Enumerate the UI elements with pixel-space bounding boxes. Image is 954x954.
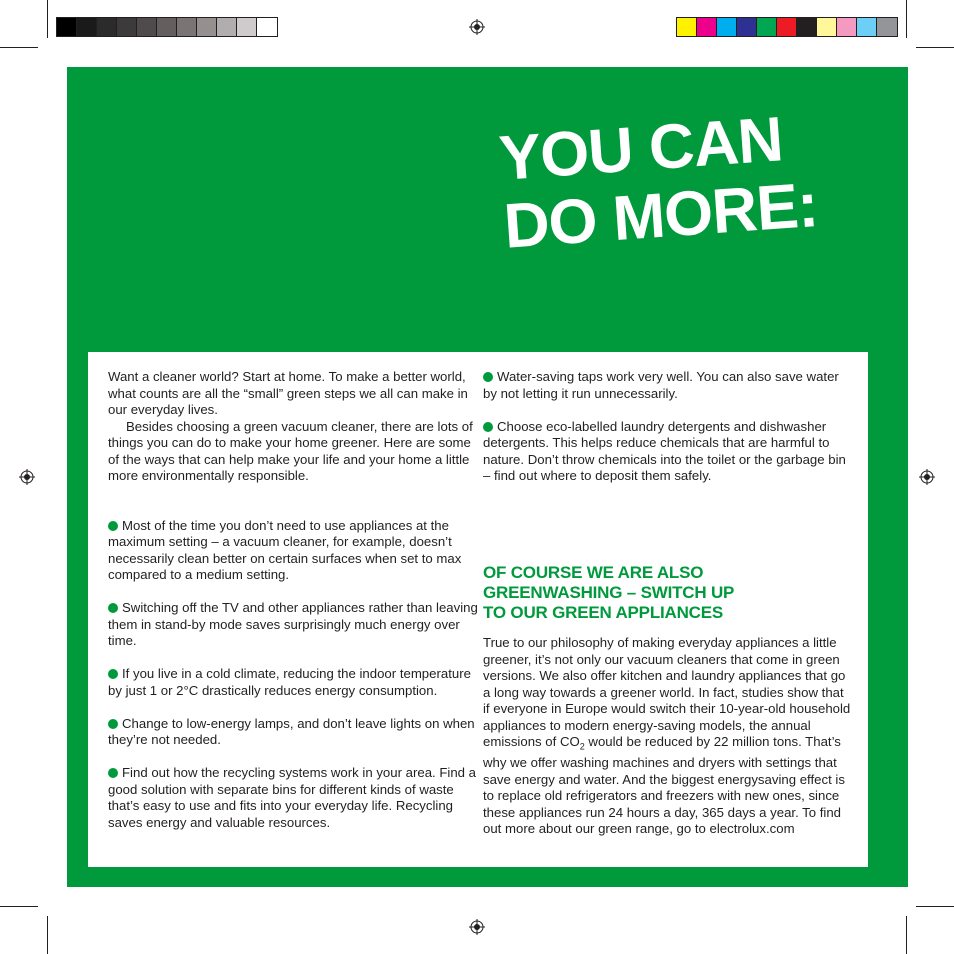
section-body bbox=[483, 635, 853, 838]
registration-mark-icon bbox=[19, 469, 35, 485]
crop-mark bbox=[47, 0, 48, 38]
color-swatch bbox=[837, 18, 857, 36]
intro-paragraph-1: Want a cleaner world? Start at home. To make a better world, what counts are all the “small” green steps we all can make in our everyday lives. bbox=[108, 369, 468, 417]
color-swatch bbox=[697, 18, 717, 36]
bullet-dot-icon bbox=[108, 719, 118, 729]
color-calibration-bar bbox=[676, 17, 898, 37]
right-column bbox=[483, 369, 853, 838]
color-swatch bbox=[737, 18, 757, 36]
gray-calibration-bar bbox=[56, 17, 278, 37]
intro-text bbox=[108, 369, 478, 485]
crop-mark bbox=[906, 916, 907, 954]
gray-swatch bbox=[97, 18, 117, 36]
gray-swatch bbox=[197, 18, 217, 36]
section-heading-line-3: TO OUR GREEN APPLIANCES bbox=[483, 603, 724, 622]
tip-text: Switching off the TV and other appliances rather than leaving them in stand-by mode saves surprisingly much energy over time. bbox=[108, 600, 478, 648]
bullet-dot-icon bbox=[108, 768, 118, 778]
tip-text: Choose eco-labelled laundry detergents and dishwasher detergents. This helps reduce chemicals that are harmful to nature. Don’t throw chemicals into the toilet or the garbage bin – find out where to deposit them safely. bbox=[483, 418, 846, 483]
page-headline bbox=[497, 97, 906, 261]
section-heading-line-2: GREENWASHING – SWITCH UP bbox=[483, 583, 735, 602]
gray-swatch bbox=[117, 18, 137, 36]
color-swatch bbox=[757, 18, 777, 36]
tip-item bbox=[108, 666, 478, 699]
gray-swatch bbox=[137, 18, 157, 36]
section-heading-line-1: OF COURSE WE ARE ALSO bbox=[483, 563, 704, 582]
bullet-dot-icon bbox=[108, 603, 118, 613]
gray-swatch bbox=[77, 18, 97, 36]
tip-text: If you live in a cold climate, reducing the indoor temperature by just 1 or 2°C drastically reduces energy consumption. bbox=[108, 666, 471, 698]
gray-swatch bbox=[237, 18, 257, 36]
tip-item bbox=[483, 369, 853, 402]
crop-mark bbox=[47, 916, 48, 954]
color-swatch bbox=[877, 18, 897, 36]
crop-mark bbox=[916, 906, 954, 907]
section-heading bbox=[483, 563, 853, 623]
bullet-dot-icon bbox=[483, 422, 493, 432]
tip-item bbox=[108, 518, 478, 584]
intro-paragraph-2: Besides choosing a green vacuum cleaner, there are lots of things you can do to make your home greener. Here are some of the ways that can help make your life and your home a little more environmentally responsible. bbox=[108, 418, 473, 483]
section-body-text-cont: would be reduced by 22 million tons. That’s why we offer washing machines and dryers with settings that save energy and water. And the biggest energysaving effect is to replace old refrigerators and freezers with new ones, since these appliances run 24 hours a day, 365 days a year. To find out more about our green range, go to electrolux.com bbox=[483, 734, 845, 837]
bullet-dot-icon bbox=[108, 669, 118, 679]
tip-text: Water-saving taps work very well. You can also save water by not letting it run unnecessarily. bbox=[483, 369, 839, 401]
color-swatch bbox=[797, 18, 817, 36]
bullet-dot-icon bbox=[483, 372, 493, 382]
headline-line-2: DO MORE: bbox=[501, 169, 820, 262]
tip-text: Change to low-energy lamps, and don’t leave lights on when they’re not needed. bbox=[108, 715, 475, 747]
left-column bbox=[108, 369, 478, 848]
tip-text: Find out how the recycling systems work in your area. Find a good solution with separate bins for different kinds of waste that’s easy to use and fits into your everyday life. Recycling saves energy and valuable resources. bbox=[108, 765, 477, 830]
registration-mark-icon bbox=[919, 469, 935, 485]
gray-swatch bbox=[177, 18, 197, 36]
color-swatch bbox=[677, 18, 697, 36]
registration-mark-icon bbox=[469, 19, 485, 35]
color-swatch bbox=[817, 18, 837, 36]
tip-text: Most of the time you don’t need to use appliances at the maximum setting – a vacuum cleaner, for example, doesn’t necessarily clean better on certain surfaces when set to max compared to a medium setting. bbox=[108, 517, 462, 582]
color-swatch bbox=[857, 18, 877, 36]
crop-mark bbox=[916, 47, 954, 48]
section-body-text: True to our philosophy of making everyday appliances a little greener, it’s not only our vacuum cleaners that come in green versions. We also offer kitchen and laundry appliances that go a long way towards a greener world. In fact, studies show that if everyone in Europe would switch their 10-year-old household appliances to modern energy-saving models, the annual emissions of CO bbox=[483, 635, 851, 749]
tip-item bbox=[108, 716, 478, 749]
registration-mark-icon bbox=[469, 919, 485, 935]
headline-line-1: YOU CAN bbox=[496, 104, 785, 194]
gray-swatch bbox=[257, 18, 277, 36]
crop-mark bbox=[906, 0, 907, 38]
crop-mark bbox=[0, 906, 38, 907]
tip-item bbox=[483, 419, 853, 485]
color-swatch bbox=[777, 18, 797, 36]
gray-swatch bbox=[57, 18, 77, 36]
tip-item bbox=[108, 765, 478, 831]
crop-mark bbox=[0, 47, 38, 48]
gray-swatch bbox=[217, 18, 237, 36]
bullet-dot-icon bbox=[108, 521, 118, 531]
tip-item bbox=[108, 600, 478, 650]
color-swatch bbox=[717, 18, 737, 36]
subscript: 2 bbox=[579, 741, 585, 752]
gray-swatch bbox=[157, 18, 177, 36]
